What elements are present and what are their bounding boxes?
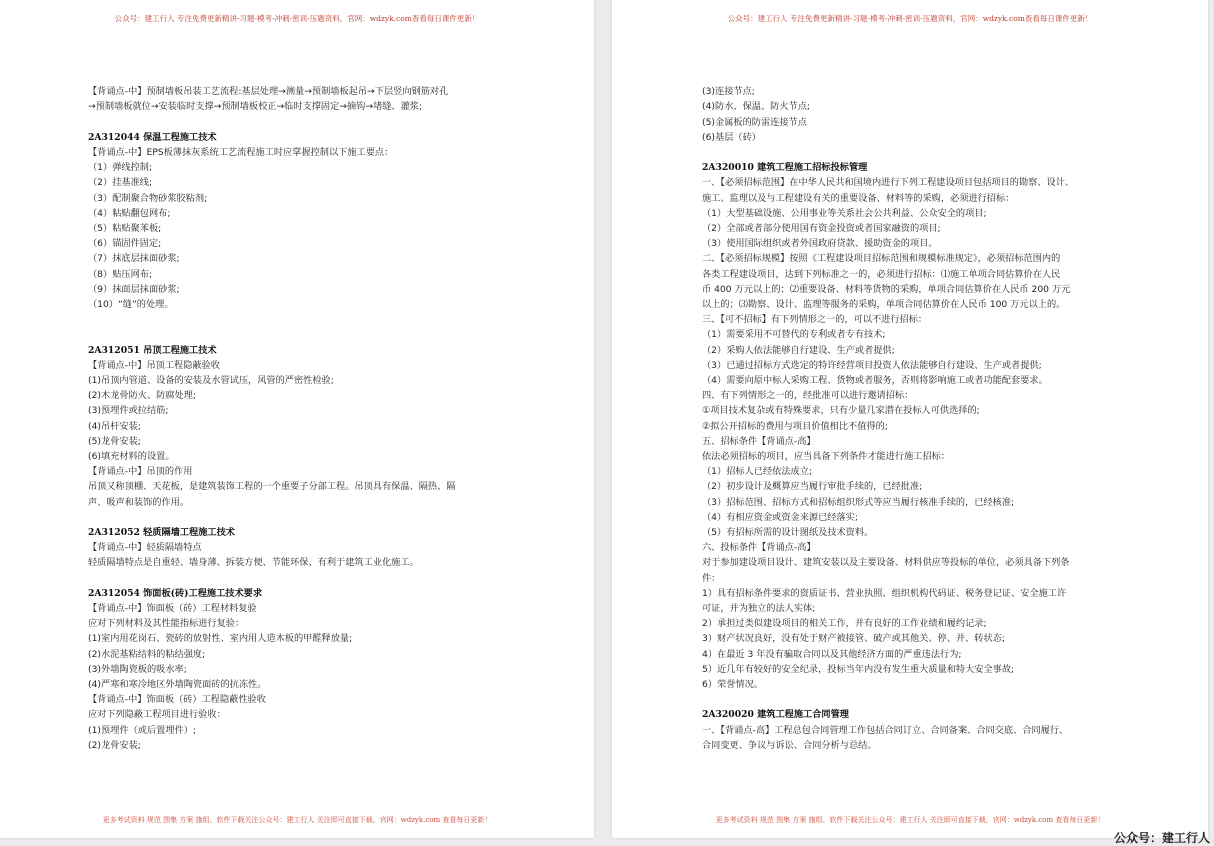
blank-line (88, 571, 528, 586)
section-heading: 2A312044 保温工程施工技术 (88, 131, 217, 143)
text-line: 【背诵点-中】吊顶的作用 (88, 466, 193, 478)
section-heading: 2A312054 饰面板(砖)工程施工技术要求 (88, 587, 263, 599)
text-line: 施工、监理以及与工程建设有关的重要设备、材料等的采购，必须进行招标： (702, 192, 1015, 204)
page-header: 公众号：建工行人 专注免费更新精讲-习题-模考-冲刺-密训-压题资料，官网：wdzyk.com查看每日课件更新！ (114, 14, 480, 23)
blank-line (88, 327, 528, 342)
text-line: ①项目技术复杂或有特殊要求，只有少量几家潜在投标人可供选择的; (702, 405, 980, 417)
text-line: 应对下列材料及其性能指标进行复验： (88, 618, 245, 630)
blank-line (702, 69, 1142, 84)
page-footer: 更多考试资料 规范 图集 方案 施组、软件下载关注公众号：建工行人 关注即可直接下载，官网：wdzyk.com 查看每日更新！ (715, 816, 1105, 824)
text-line: 件： (702, 572, 721, 584)
text-line: 各类工程建设项目，达到下列标准之一的，必须进行招标：⑴施工单项合同估算价在人民 (702, 268, 1061, 280)
blank-line (88, 312, 528, 327)
text-line: （1）招标人已经依法成立; (702, 466, 813, 478)
text-line: （8）贴压网布; (88, 268, 153, 280)
text-line: (5)金属板的防雷连接节点 (702, 116, 807, 128)
section-heading: 2A312051 吊顶工程施工技术 (88, 344, 217, 356)
text-line: 依法必须招标的项目，应当具备下列条件才能进行施工招标： (702, 451, 951, 463)
text-line: (3)连接节点; (702, 86, 755, 98)
text-line: 对于参加建设项目设计、建筑安装以及主要设备、材料供应等投标的单位，必须具备下列条 (702, 557, 1070, 569)
blank-line (702, 145, 1142, 160)
text-line: →预制墙板就位→安装临时支撑→预制墙板校正→临时支撑固定→摘钩→堵缝、灌浆; (88, 101, 423, 113)
text-line: 二、【必须招标规模】按照《工程建设项目招标范围和规模标准规定》，必须招标范围内的 (702, 253, 1061, 265)
text-line: (3)预埋件或拉结筋; (88, 405, 169, 417)
text-line: （3）已通过招标方式选定的特许经营项目投资人依法能够自行建设、生产或者提供; (702, 359, 1042, 371)
text-line: 3）财产状况良好，没有处于财产被接管、破产或其他关、停、并、转状态; (702, 633, 1005, 645)
text-line: 币 400 万元以上的；⑵重要设备、材料等货物的采购，单项合同估算价在人民币 200 万元 (702, 283, 1071, 295)
text-line: （6）锚固件固定; (88, 238, 162, 250)
text-line: (3)外墙陶瓷板的吸水率; (88, 663, 187, 675)
text-line: 吊顶又称顶棚、天花板，是建筑装饰工程的一个重要子分部工程。吊顶具有保温、隔热、隔 (88, 481, 456, 493)
blank-line (88, 510, 528, 525)
text-line: 【背诵点-中】饰面板（砖）工程隐蔽性验收 (88, 694, 266, 706)
text-line: （1）需要采用不可替代的专利或者专有技术; (702, 329, 886, 341)
text-line: ②拟公开招标的费用与项目价值相比不值得的; (702, 420, 888, 432)
blank-line (88, 69, 528, 84)
text-line: （9）抹面层抹面砂浆; (88, 283, 180, 295)
section-heading: 2A320010 建筑工程施工招标投标管理 (702, 162, 868, 174)
text-line: （10）“缝”的处理。 (88, 299, 174, 311)
text-line: (4)严寒和寒冷地区外墙陶瓷面砖的抗冻性。 (88, 679, 267, 691)
text-line: (6)基层（砖） (702, 131, 761, 143)
text-line: (2)龙骨安装; (88, 739, 141, 751)
text-line: 六、投标条件【背诵点-高】 (702, 542, 816, 554)
text-line: (5)龙骨安装; (88, 435, 141, 447)
page-header: 公众号：建工行人 专注免费更新精讲-习题-模考-冲刺-密训-压题资料，官网：wdzyk.com查看每日课件更新！ (727, 14, 1093, 23)
blank-line (88, 115, 528, 130)
text-line: (1)预埋件（或后置埋件）; (88, 724, 196, 736)
section-heading: 2A320020 建筑工程施工合同管理 (702, 709, 849, 721)
text-line: (6)填充材料的设置。 (88, 451, 175, 463)
text-line: （2）初步设计及概算应当履行审批手续的，已经批准; (702, 481, 923, 493)
right-page-body (702, 69, 1142, 753)
text-line: (2)木龙骨防火、防腐处理; (88, 390, 196, 402)
text-line: （2）挂基准线; (88, 177, 153, 189)
text-line: 【背诵点-中】EPS板薄抹灰系统工艺流程施工时应掌握控制以下施工要点： (88, 146, 394, 158)
text-line: 合同变更、争议与诉讼、合同分析与总结。 (702, 739, 877, 751)
text-line: （2）全部或者部分使用国有资金投资或者国家融资的项目; (702, 223, 941, 234)
text-line: (1)室内用花岗石、瓷砖的放射性、室内用人造木板的甲醛释放量; (88, 633, 353, 645)
text-line: （5）粘贴聚苯板; (88, 223, 162, 234)
text-line: 以上的；⑶勘察、设计、监理等服务的采购，单项合同估算价在人民币 100 万元以上的。 (702, 299, 1066, 311)
text-line: （1）大型基础设施、公用事业等关系社会公共利益、公众安全的项目; (702, 207, 987, 219)
text-line: （4）有相应资金或资金来源已经落实; (702, 511, 858, 523)
text-line: 6）荣誉情况。 (702, 679, 763, 691)
text-line: （3）配制聚合物砂浆胶粘剂; (88, 192, 208, 204)
text-line: 三、【可不招标】有下列情形之一的，可以不进行招标： (702, 314, 928, 326)
text-line: （4）需要向原中标人采购工程、货物或者服务，否则将影响施工或者功能配套要求。 (702, 375, 1048, 387)
text-line: 轻质隔墙特点是自重轻、墙身薄、拆装方便、节能环保、有利于建筑工业化施工。 (88, 557, 419, 569)
text-line: 四、有下列情形之一的，经批准可以进行邀请招标： (702, 390, 914, 402)
text-line: （4）粘贴翻包网布; (88, 207, 171, 219)
text-line: 【背诵点-中】轻质隔墙特点 (88, 542, 202, 554)
text-line: 【背诵点-中】预制墙板吊装工艺流程:基层处理→测量→预制墙板起吊→下层竖向钢筋对孔 (88, 86, 449, 98)
text-line: （7）抹底层抹面砂浆; (88, 253, 180, 265)
text-line: 4）在最近 3 年没有骗取合同以及其他经济方面的严重违法行为; (702, 648, 962, 660)
text-line: 【背诵点-中】吊顶工程隐蔽验收 (88, 359, 220, 371)
text-line: (4)吊杆安装; (88, 420, 141, 432)
text-line: 声、吸声和装饰的作用。 (88, 496, 190, 508)
blank-line (702, 692, 1142, 707)
text-line: 可证，并为独立的法人实体; (702, 603, 816, 615)
section-heading: 2A312052 轻质隔墙工程施工技术 (88, 527, 235, 539)
text-line: （5）有招标所需的设计图纸及技术资料。 (702, 527, 874, 539)
text-line: （1）弹线控制; (88, 162, 153, 174)
text-line: (4)防水、保温、防火节点; (702, 101, 810, 113)
text-line: (1)吊顶内管道、设备的安装及水管试压，风管的严密性检验; (88, 375, 334, 386)
left-page-body (88, 69, 528, 753)
text-line: 【背诵点-中】饰面板（砖）工程材料复验 (88, 603, 257, 615)
page-footer: 更多考试资料 规范 图集 方案 施组、软件下载关注公众号：建工行人 关注即可直接下载，官网：wdzyk.com 查看每日更新！ (102, 816, 492, 824)
watermark-label: 公众号：建工行人 (1113, 831, 1210, 845)
text-line: 五、招标条件【背诵点-高】 (702, 435, 816, 447)
text-line: 2）承担过类似建设项目的相关工作，并有良好的工作业绩和履约记录; (702, 618, 987, 630)
text-line: 一、【必须招标范围】在中华人民共和国境内进行下列工程建设项目包括项目的勘察、设计、 (702, 177, 1075, 189)
text-line: （2）采购人依法能够自行建设、生产或者提供; (702, 344, 895, 356)
text-line: 一、【背诵点-高】工程总包合同管理工作包括合同订立、合同备案、合同交底、合同履行、 (702, 724, 1069, 736)
text-line: 应对下列隐蔽工程项目进行验收： (88, 709, 226, 721)
text-line: (2)水泥基粘结料的粘结强度; (88, 648, 206, 660)
text-line: （3）招标范围、招标方式和招标组织形式等应当履行核准手续的，已经核准; (702, 496, 1015, 508)
text-line: 5）近几年有较好的安全纪录，投标当年内没有发生重大质量和特大安全事故; (702, 663, 1015, 675)
text-line: （3）使用国际组织或者外国政府贷款、援助资金的项目。 (702, 238, 938, 250)
text-line: 1）具有招标条件要求的资质证书、营业执照、组织机构代码证、税务登记证、安全施工许 (702, 587, 1067, 599)
